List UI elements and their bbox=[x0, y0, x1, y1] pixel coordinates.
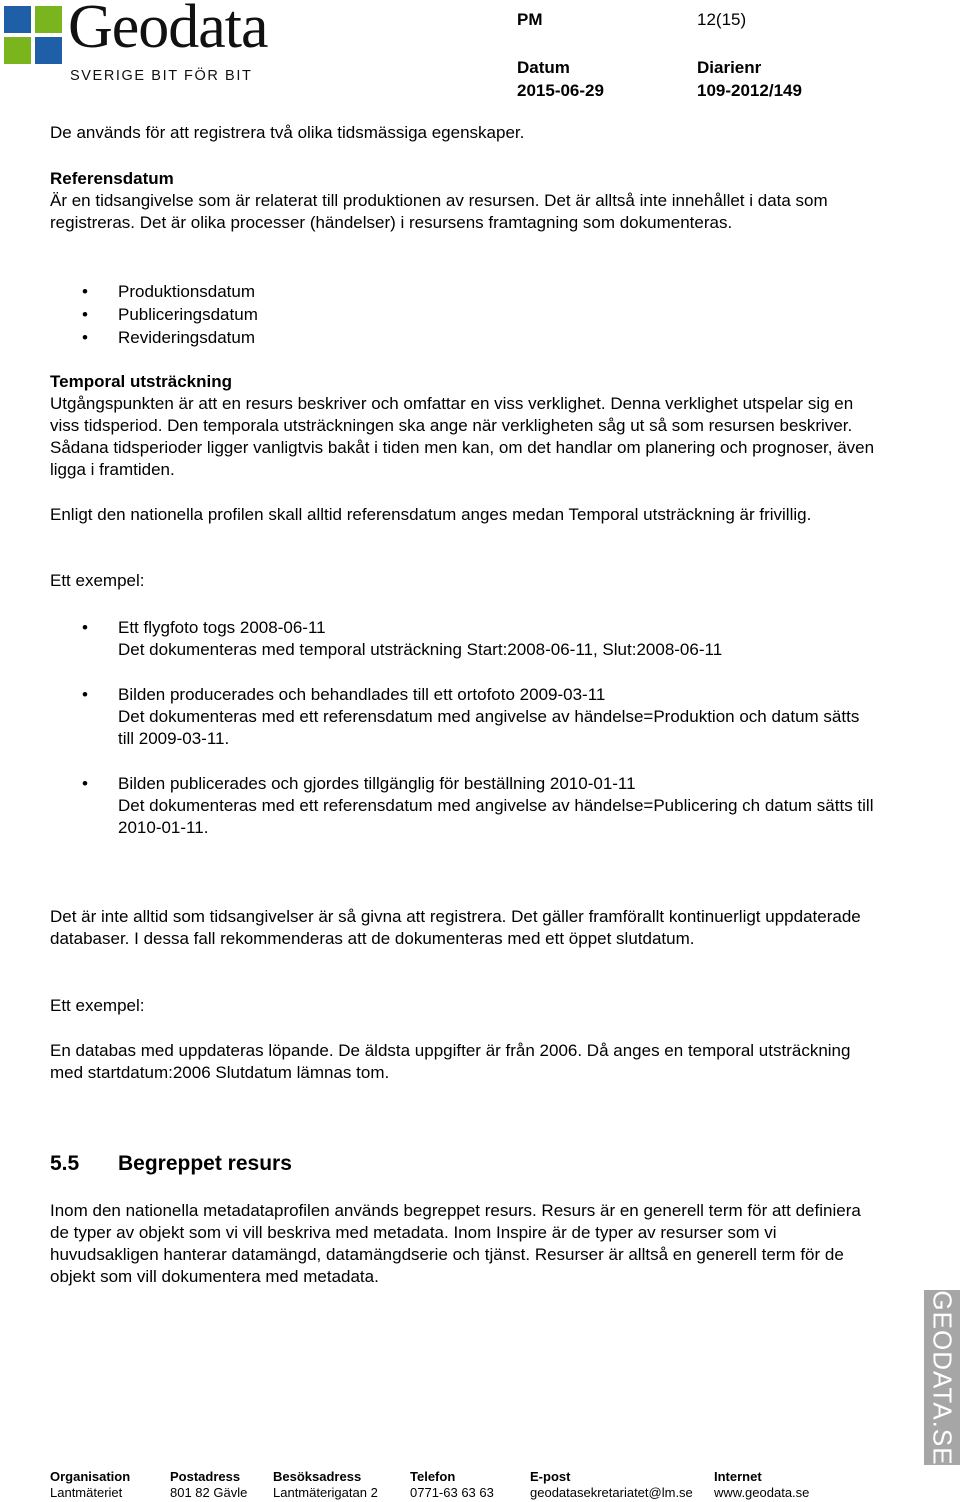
temporal-text: Utgångspunkten är att en resurs beskriver och omfattar en viss verklighet. Denna verklighet utspelar sig en viss tidsperiod. Den temporala utsträckningen ska ange när verkligheten såg ut så som resursen beskriver. Sådana tidsperioder ligger vanligtvis bakåt i tiden men kan, om det handlar om planering och prognoser, även ligga i framtiden. bbox=[50, 394, 875, 479]
geodata-logo bbox=[4, 0, 324, 86]
datum-label: Datum bbox=[517, 58, 570, 77]
resurs-paragraph: Inom den nationella metadataprofilen används begreppet resurs. Resurs är en generell term för att definiera de typer av objekt som vi vill beskriva med metadata. Inom Inspire är de typer av resurser som vi huvudsakligen hanterar datamängd, datamängdserie och tjänst. Resurser är alltså en generell term för de objekt som vill dokumentera med metadata. bbox=[50, 1201, 861, 1286]
referensdatum-heading: Referensdatum bbox=[50, 169, 174, 188]
diarienr-label: Diarienr bbox=[697, 58, 762, 77]
footer-label-telefon: Telefon bbox=[410, 1469, 456, 1484]
logo-wordmark: Geodata bbox=[68, 0, 268, 61]
footer-value-organisation: Lantmäteriet bbox=[50, 1485, 123, 1500]
page-number: 12(15) bbox=[697, 10, 747, 29]
footer-label-internet: Internet bbox=[714, 1469, 762, 1484]
list-item: • Produktionsdatum bbox=[50, 280, 880, 303]
database-paragraph: En databas med uppdateras löpande. De äldsta uppgifter är från 2006. Då anges en temporal utsträckning med startdatum:2006 Slutdatum lämnas tom. bbox=[50, 1041, 851, 1082]
datum-value: 2015-06-29 bbox=[517, 81, 604, 100]
example-label-2: Ett exempel: bbox=[50, 996, 145, 1015]
section-number: 5.5 bbox=[50, 1152, 80, 1175]
list-item: • Ett flygfoto togs 2008-06-11 Det dokumenteras med temporal utsträckning Start:2008-06-11, Slut:2008-06-11 bbox=[50, 617, 880, 661]
logo-tagline: SVERIGE BIT FÖR BIT bbox=[70, 68, 253, 84]
temporal-section bbox=[50, 371, 880, 481]
example-list bbox=[50, 617, 880, 839]
reference-date-types-list bbox=[50, 280, 880, 349]
footer-value-epost[interactable]: geodatasekretariatet@lm.se bbox=[530, 1485, 693, 1500]
list-item: • Bilden publicerades och gjordes tillgänglig för beställning 2010-01-11 Det dokumenteras med ett referensdatum med angivelse av händelse=Publicering ch datum sätts till 2010-01-11. bbox=[50, 773, 880, 839]
referensdatum-section bbox=[50, 168, 880, 234]
geodata-se-stamp: GEODATA.SE bbox=[924, 1290, 960, 1465]
list-item: • Publiceringsdatum bbox=[50, 303, 880, 326]
intro-paragraph: De används för att registrera två olika tidsmässiga egenskaper. bbox=[50, 123, 525, 142]
example-label-1: Ett exempel: bbox=[50, 571, 145, 590]
footer-value-telefon: 0771-63 63 63 bbox=[410, 1485, 494, 1500]
diarienr-value: 109-2012/149 bbox=[697, 81, 802, 100]
profile-paragraph: Enligt den nationella profilen skall alltid referensdatum anges medan Temporal utsträckning är frivillig. bbox=[50, 505, 812, 524]
footer-value-postadress: 801 82 Gävle bbox=[170, 1485, 248, 1500]
footer-label-postadress: Postadress bbox=[170, 1469, 241, 1484]
referensdatum-text: Är en tidsangivelse som är relaterat till produktionen av resursen. Det är alltså inte innehållet i data som registreras. Det är olika processer (händelser) i resursens framtagning som dokumenteras. bbox=[50, 191, 828, 232]
doc-type: PM bbox=[517, 10, 543, 29]
temporal-heading: Temporal utsträckning bbox=[50, 372, 232, 391]
footer-value-besoksadress: Lantmäterigatan 2 bbox=[273, 1485, 378, 1500]
section-title: Begreppet resurs bbox=[118, 1152, 292, 1175]
list-item: • Bilden producerades och behandlades till ett ortofoto 2009-03-11 Det dokumenteras med ett referensdatum med angivelse av händelse=Produktion och datum sätts till 2009-03-11. bbox=[50, 684, 880, 750]
footer-label-epost: E-post bbox=[530, 1469, 571, 1484]
footer-label-organisation: Organisation bbox=[50, 1469, 131, 1484]
list-item: • Revideringsdatum bbox=[50, 326, 880, 349]
footer-value-internet[interactable]: www.geodata.se bbox=[714, 1485, 810, 1500]
geodata-logo-mark-icon bbox=[4, 6, 62, 64]
not-always-paragraph: Det är inte alltid som tidsangivelser är så givna att registrera. Det gäller framförallt kontinuerligt uppdaterade databaser. I dessa fall rekommenderas att de dokumenteras med ett öppet slutdatum. bbox=[50, 907, 861, 948]
footer-label-besoksadress: Besöksadress bbox=[273, 1469, 362, 1484]
